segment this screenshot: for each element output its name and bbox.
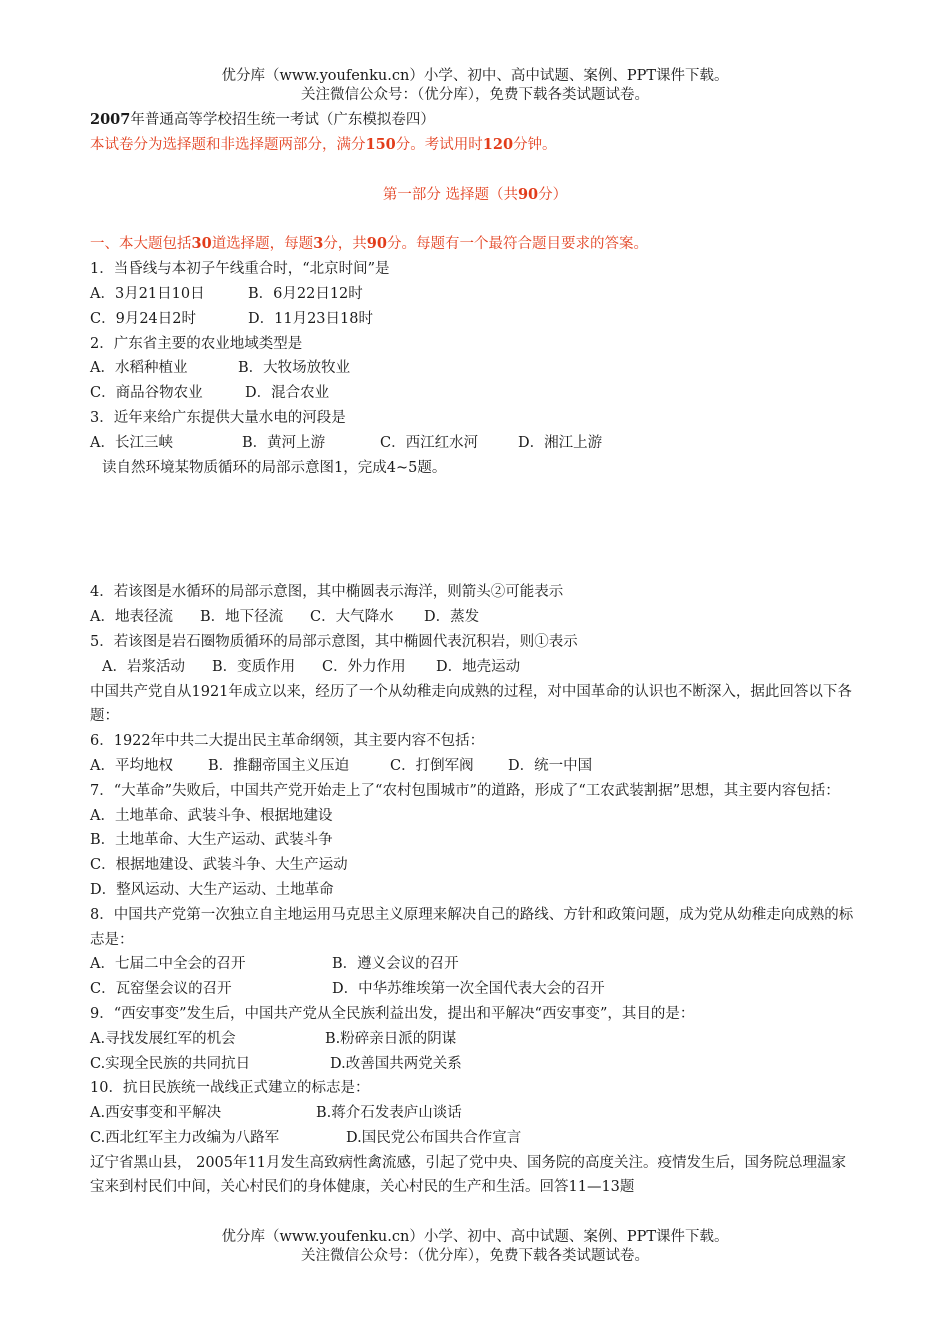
question-9-options-ab: A.寻找发展红军的机会 B.粉碎亲日派的阴谋	[90, 1030, 457, 1047]
footer-line-2: 关注微信公众号：（优分库），免费下载各类试题试卷。	[301, 1248, 649, 1264]
question-9: 9．“西安事变”发生后，中国共产党从全民族利益出发，提出和平解决“西安事变”，其目的是：	[90, 1005, 695, 1022]
question-4: 4．若该图是水循环的局部示意图，其中椭圆表示海洋，则箭头②可能表示	[90, 584, 564, 601]
question-10-options-ab: A.西安事变和平解决 B.蒋介石发表庐山谈话	[90, 1105, 462, 1122]
question-8-options-ab: A．七届二中全会的召开 B．遵义会议的召开	[90, 956, 459, 973]
footer-line-1: 优分库（www.youfenku.cn）小学、初中、高中试题、案例、PPT课件下载。	[221, 1229, 729, 1245]
question-10-options-cd: C.西北红军主力改编为八路军 D.国民党公布国共合作宣言	[90, 1129, 522, 1146]
question-10: 10．抗日民族统一战线正式建立的标志是：	[90, 1080, 370, 1097]
question-6: 6．1922年中共二大提出民主革命纲领，其主要内容不包括：	[90, 733, 485, 750]
question-9-options-cd: C.实现全民族的共同抗日 D.改善国共两党关系	[90, 1055, 462, 1072]
question-5-options: A．岩浆活动 B．变质作用 C．外力作用 D．地壳运动	[102, 658, 521, 675]
site-footer	[0, 1228, 950, 1266]
question-2: 2．广东省主要的农业地域类型是	[90, 335, 303, 352]
question-4-options: A．地表径流 B．地下径流 C．大气降水 D．蒸发	[90, 609, 480, 626]
question-1-options-ab: A．3月21日10日 B．6月22日12时	[90, 285, 363, 302]
header-line-2: 关注微信公众号：（优分库），免费下载各类试题试卷。	[301, 87, 649, 103]
exam-body	[90, 108, 860, 1200]
exam-title: 2007年普通高等学校招生统一考试（广东模拟卷四）	[90, 111, 435, 128]
question-1-options-cd: C．9月24日2时 D．11月23日18时	[90, 310, 373, 327]
question-2-options-cd: C．商品谷物农业 D．混合农业	[90, 385, 330, 402]
question-6-options: A．平均地权 B．推翻帝国主义压迫 C．打倒军阀 D．统一中国	[90, 757, 593, 774]
question-7-option-a: A．土地革命、武装斗争、根据地建设	[90, 807, 333, 824]
site-header	[0, 67, 950, 105]
question-3: 3．近年来给广东提供大量水电的河段是	[90, 409, 346, 426]
question-7-option-b: B．土地革命、大生产运动、武装斗争	[90, 832, 333, 849]
question-8: 8．中国共产党第一次独立自主地运用马克思主义原理来解决自己的路线、方针和政策问题，成为党从幼稚走向成熟的标志是：	[90, 906, 854, 948]
figure-1-placeholder	[90, 480, 860, 580]
exam-intro: 本试卷分为选择题和非选择题两部分，满分150分。考试用时120分钟。	[90, 135, 557, 153]
question-1: 1．当昏线与本初子午线重合时，“北京时间”是	[90, 261, 390, 278]
question-7-option-c: C．根据地建设、武装斗争、大生产运动	[90, 857, 348, 874]
header-line-1: 优分库（www.youfenku.cn）小学、初中、高中试题、案例、PPT课件下载。	[221, 68, 729, 84]
question-3-options: A．长江三峡 B．黄河上游 C．西江红水河 D．湘江上游	[90, 434, 603, 451]
passage-2: 辽宁省黑山县， 2005年11月发生高致病性禽流感，引起了党中央、国务院的高度关注。疫情发生后，国务院总理温家宝来到村民们中间，关心村民们的身体健康，关心村民的生产和生活。回答11—13题	[90, 1154, 846, 1196]
passage-1: 中国共产党自从1921年成立以来，经历了一个从幼稚走向成熟的过程，对中国革命的认识也不断深入，据此回答以下各题：	[90, 683, 852, 725]
part1-heading: 第一部分 选择题（共90分）	[382, 185, 568, 203]
figure-reading-prompt: 读自然环境某物质循环的局部示意图1，完成4~5题。	[102, 459, 447, 476]
question-7: 7．“大革命”失败后，中国共产党开始走上了“农村包围城市”的道路，形成了“工农武装割据”思想，其主要内容包括：	[90, 782, 840, 799]
question-8-options-cd: C．瓦窑堡会议的召开 D．中华苏维埃第一次全国代表大会的召开	[90, 981, 605, 998]
part1-instructions: 一、本大题包括30道选择题，每题3分，共90分。每题有一个最符合题目要求的答案。	[90, 235, 648, 253]
question-2-options-ab: A．水稻种植业 B．大牧场放牧业	[90, 360, 351, 377]
question-7-option-d: D．整风运动、大生产运动、土地革命	[90, 881, 334, 898]
question-5: 5．若该图是岩石圈物质循环的局部示意图，其中椭圆代表沉积岩，则①表示	[90, 633, 578, 650]
